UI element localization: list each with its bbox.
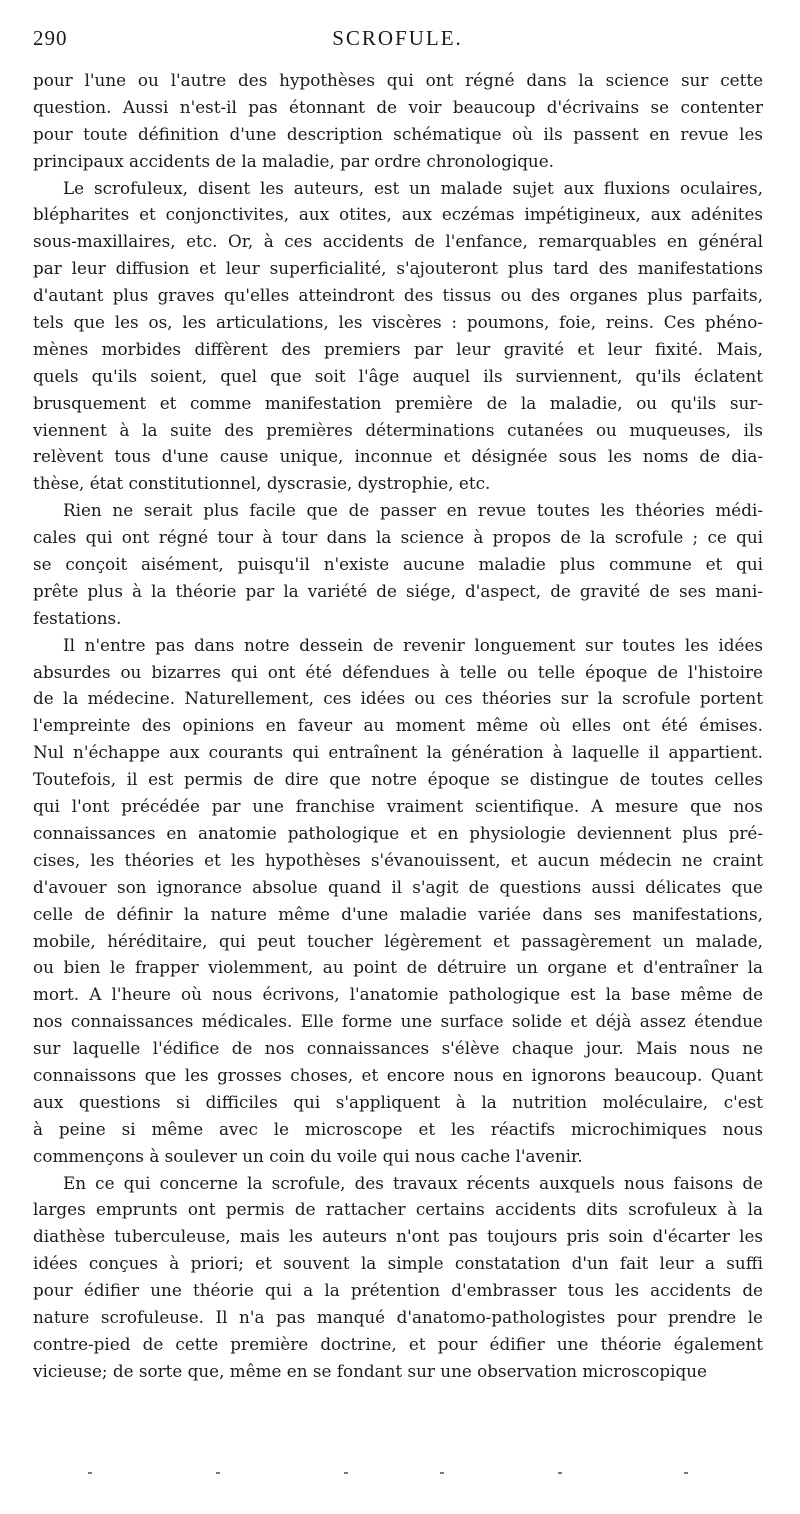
text-line: se conçoit aisément, puisqu'il n'existe aucune maladie plus commune et qui — [33, 554, 763, 575]
text-line: à peine si même avec le microscope et les réactifs microchimiques nous — [33, 1118, 763, 1139]
text-line: vicieuse; de sorte que, même en se fondant sur une observation microscopique — [33, 1360, 707, 1381]
page-body — [33, 67, 763, 1385]
paragraph — [33, 1170, 763, 1385]
text-line: En ce qui concerne la scrofule, des travaux récents auxquels nous faisons de — [63, 1172, 763, 1193]
text-line: Toutefois, il est permis de dire que notre époque se distingue de toutes celles — [33, 769, 763, 790]
text-line: cales qui ont régné tour à tour dans la science à propos de la scrofule ; ce qui — [33, 527, 763, 548]
text-line: question. Aussi n'est-il pas étonnant de voir beaucoup d'écrivains se contenter — [33, 96, 763, 117]
text-line: prête plus à la théorie par la variété de siége, d'aspect, de gravité de ses mani- — [33, 580, 763, 601]
text-line: sous-maxillaires, etc. Or, à ces accidents de l'enfance, remarquables en général — [33, 231, 763, 252]
text-line: principaux accidents de la maladie, par ordre chronologique. — [33, 150, 555, 171]
text-line: par leur diffusion et leur superficialité, s'ajouteront plus tard des manifestations — [33, 258, 763, 279]
text-line: ou bien le frapper violemment, au point de détruire un organe et d'entraîner la — [33, 957, 763, 978]
text-line: connaissons que les grosses choses, et encore nous en ignorons beaucoup. Quant — [33, 1064, 763, 1085]
text-line: Le scrofuleux, disent les auteurs, est un malade sujet aux fluxions oculaires, — [63, 177, 763, 198]
text-line: celle de définir la nature même d'une maladie variée dans ses manifestations, — [33, 903, 763, 924]
text-line: connaissances en anatomie pathologique et en physiologie deviennent plus pré- — [33, 822, 763, 843]
text-line: Nul n'échappe aux courants qui entraînent la génération à laquelle il appartient. — [33, 742, 763, 763]
text-line: sur laquelle l'édifice de nos connaissances s'élève chaque jour. Mais nous ne — [33, 1038, 763, 1059]
text-line: viennent à la suite des premières déterminations cutanées ou muqueuses, ils — [33, 419, 763, 440]
text-line: d'avouer son ignorance absolue quand il s'agit de questions aussi délicates que — [33, 876, 763, 897]
text-line: blépharites et conjonctivites, aux otites, aux eczémas impétigineux, aux adénites — [33, 204, 763, 225]
text-line: aux questions si difficiles qui s'appliquent à la nutrition moléculaire, c'est — [33, 1091, 763, 1112]
page-number: 290 — [33, 26, 68, 50]
text-line: de la médecine. Naturellement, ces idées ou ces théories sur la scrofule portent — [33, 688, 763, 709]
paragraph — [33, 175, 763, 498]
text-line: quels qu'ils soient, quel que soit l'âge auquel ils surviennent, qu'ils éclatent — [33, 365, 763, 386]
text-line: qui l'ont précédée par une franchise vraiment scientifique. A mesure que nos — [33, 796, 763, 817]
text-line: absurdes ou bizarres qui ont été défendues à telle ou telle époque de l'histoire — [33, 661, 763, 682]
text-line: relèvent tous d'une cause unique, inconnue et désignée sous les noms de dia- — [33, 446, 763, 467]
text-line: thèse, état constitutionnel, dyscrasie, dystrophie, etc. — [33, 473, 491, 494]
text-line: mènes morbides diffèrent des premiers par leur gravité et leur fixité. Mais, — [33, 338, 763, 359]
text-line: brusquement et comme manifestation première de la maladie, ou qu'ils sur- — [33, 392, 763, 413]
paragraph — [33, 632, 763, 1170]
text-line: tels que les os, les articulations, les viscères : poumons, foie, reins. Ces phéno- — [33, 312, 763, 333]
text-line: d'autant plus graves qu'elles atteindront des tissus ou des organes plus parfaits, — [33, 285, 763, 306]
bottom-printing-marks — [88, 1472, 700, 1482]
text-line: pour l'une ou l'autre des hypothèses qui ont régné dans la science sur cette — [33, 70, 763, 90]
page-header — [33, 26, 762, 62]
text-line: larges emprunts ont permis de rattacher certains accidents dits scrofuleux à la — [33, 1199, 763, 1220]
text-line: l'empreinte des opinions en faveur au moment même où elles ont été émises. — [33, 715, 763, 736]
text-line: festations. — [33, 607, 122, 628]
text-line: mobile, héréditaire, qui peut toucher légèrement et passagèrement un malade, — [33, 930, 763, 951]
paragraph — [33, 497, 763, 631]
text-line: pour édifier une théorie qui a la prétention d'embrasser tous les accidents de — [33, 1280, 763, 1301]
paragraph — [33, 67, 763, 175]
text-line: contre-pied de cette première doctrine, et pour édifier une théorie également — [33, 1333, 763, 1354]
running-title: SCROFULE. — [332, 26, 463, 50]
text-line: mort. A l'heure où nous écrivons, l'anatomie pathologique est la base même de — [33, 984, 763, 1005]
text-line: nature scrofuleuse. Il n'a pas manqué d'anatomo-pathologistes pour prendre le — [33, 1306, 763, 1327]
text-line: diathèse tuberculeuse, mais les auteurs n'ont pas toujours pris soin d'écarter les — [33, 1226, 763, 1247]
text-line: Il n'entre pas dans notre dessein de revenir longuement sur toutes les idées — [63, 634, 763, 655]
text-line: nos connaissances médicales. Elle forme une surface solide et déjà assez étendue — [33, 1011, 763, 1032]
text-line: commençons à soulever un coin du voile qui nous cache l'avenir. — [33, 1145, 583, 1166]
text-line: idées conçues à priori; et souvent la simple constatation d'un fait leur a suffi — [33, 1253, 763, 1274]
text-line: cises, les théories et les hypothèses s'évanouissent, et aucun médecin ne craint — [33, 849, 763, 870]
text-line: pour toute définition d'une description schématique où ils passent en revue les — [33, 123, 763, 144]
text-line: Rien ne serait plus facile que de passer en revue toutes les théories médi- — [63, 500, 763, 521]
